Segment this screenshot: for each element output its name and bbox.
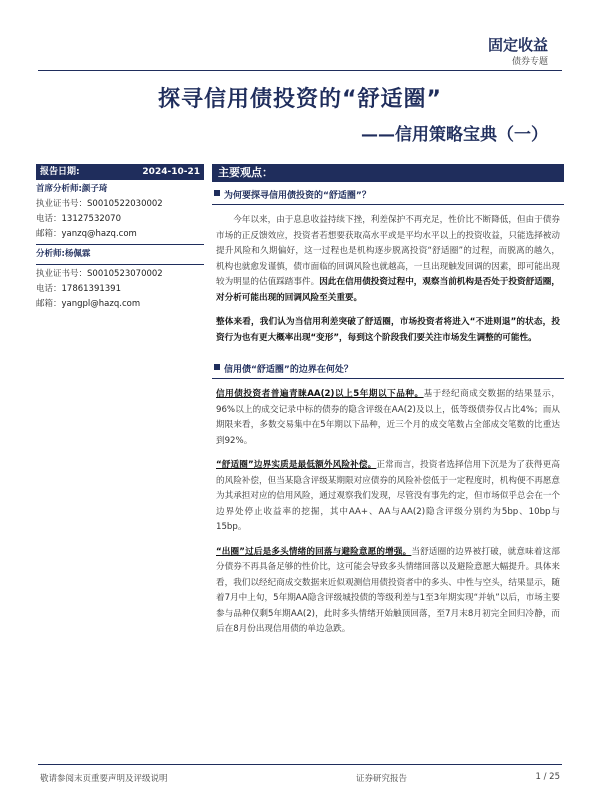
header-subcategory: 债券专题 (511, 57, 548, 67)
footer-disclaimer: 敬请参阅末页重要声明及评级说明 (40, 774, 168, 784)
report-date: 2024-10-21 (142, 167, 200, 177)
footer-report-type: 证券研究报告 (356, 774, 408, 784)
header-divider (38, 70, 562, 71)
bullet-square-icon (214, 190, 220, 196)
phone-number: 13127532070 (61, 214, 122, 224)
footer-divider (38, 764, 562, 765)
summary-paragraph: 整体来看，我们认为当信用利差突破了舒适圈，市场投资者将进入“不进则退”的状态，投资行为也有更大概率出现“变形”，每到这个阶段我们要关注市场发生调整的可能性。 (216, 317, 560, 343)
section-heading (212, 188, 564, 201)
paragraph (212, 387, 564, 449)
cert-label: 执业证书号： (36, 269, 88, 279)
analyst-name: 颜子琦 (81, 184, 108, 194)
email-label: 邮箱： (36, 229, 62, 239)
cert-number: S0010522030002 (87, 199, 163, 209)
paragraph-text: 正常而言，投资者选择信用下沉是为了获得更高的风险补偿，但当某隐含评级某期限对应债券的风险补偿低于一定程度时，机构便不再愿意为其承担对应的信用风险，通过观察我们发现，尽管没有事先约定，但市场似乎总会在一个边界处停止收益率的挖掘，其中AA+、AA与AA(2)隐含评级分别约为5bp、10bp与15bp。 (216, 460, 560, 532)
report-date-bar (36, 164, 204, 180)
header-category: 固定收益 (487, 36, 548, 54)
section-divider (212, 204, 564, 205)
section-heading (212, 362, 564, 375)
section-divider (212, 378, 564, 379)
footer-page-number: 1 / 25 (535, 772, 560, 782)
email-label: 邮箱： (36, 299, 62, 309)
main-heading: 主要观点： (212, 164, 564, 182)
paragraph-bold: “舒适圈”边界实质是最低额外风险补偿。 (216, 460, 377, 470)
paragraph-bold: 因此在信用债投资过程中，观察当前机构是否处于投资舒适圈，对分析可能出现的回调风险至关重要。 (216, 277, 560, 303)
cert-label: 执业证书号： (36, 199, 88, 209)
paragraph (212, 458, 564, 536)
bullet-square-icon (214, 364, 220, 370)
email-link[interactable]: yangpl@hazq.com (61, 299, 141, 309)
page-title: 探寻信用债投资的“舒适圈” (158, 87, 442, 112)
cert-number: S0010523070002 (87, 269, 163, 279)
analyst-panel (36, 164, 204, 312)
section-heading-text: 为何要探寻信用债投资的“舒适圈”？ (224, 191, 371, 201)
paragraph-text: 当舒适圈的边界被打破，就意味着这部分债券不再具备足够的性价比，这可能会导致多头情绪回落以及避险意愿大幅提升。具体来看，我们以经纪商成交数据来近似观测信用债投资者中的多头、中性与空头，结果显示，随着7月中上旬，5年期AA隐含评级城投债的等级利差与1至3年期实现“并轨”以后，市场主要参与品种仅剩5年期AA(2)，此时多头情绪开始触顶回落，至7月末8月初完全回归冷静，而后在8月份出现信用债的单边急跌。 (216, 546, 560, 634)
paragraph-bold: 信用债投资者普遍青睐AA(2)以上5年期以下品种。 (216, 389, 424, 399)
paragraph (212, 545, 564, 638)
paragraph-text: 今年以来，由于息息收益持续下挫，利差保护不再充足，性价比不断降低，但由于债券市场的正反馈效应，投资者若想要获取高水平或是平均水平以上的投资收益，只能选择被动提升风险和久期偏好，这一过程也是机构逐步脱离投资“舒适圈”的过程，而脱离的越久，机构也就愈发谨慎，债市面临的回调风险也就越高，一旦出现触发回调的因素，即可能出现较为明显的估值踩踏事件。 (216, 215, 560, 287)
paragraph-text: 基于经纪商成交数据的结果显示，96%以上的成交记录中标的债券的隐含评级在AA(2)及以上，低等级债券仅占比4%；而从期限来看，多数交易集中在5年期以下品种，近三个月的成交笔数占全部成交笔数的比重达到92%。 (216, 389, 560, 446)
analyst-divider (36, 244, 204, 245)
analyst-name: 杨佩霖 (64, 249, 91, 259)
page-subtitle: ——信用策略宝典（一） (361, 125, 548, 145)
section-heading-text: 信用债“舒适圈”的边界在何处？ (224, 365, 353, 375)
phone-number: 17861391391 (61, 284, 122, 294)
paragraph-bold: “出圈”过后是多头情绪的回落与避险意愿的增强。 (216, 546, 412, 557)
paragraph (212, 213, 564, 306)
phone-label: 电话： (36, 284, 62, 294)
analyst-role: 首席分析师: (36, 184, 82, 194)
email-link[interactable]: yanzq@hazq.com (61, 229, 137, 239)
analyst-role: 分析师: (36, 249, 65, 259)
report-date-label: 报告日期: (40, 167, 80, 177)
analyst-divider (36, 264, 204, 265)
phone-label: 电话： (36, 214, 62, 224)
main-content (212, 164, 564, 647)
